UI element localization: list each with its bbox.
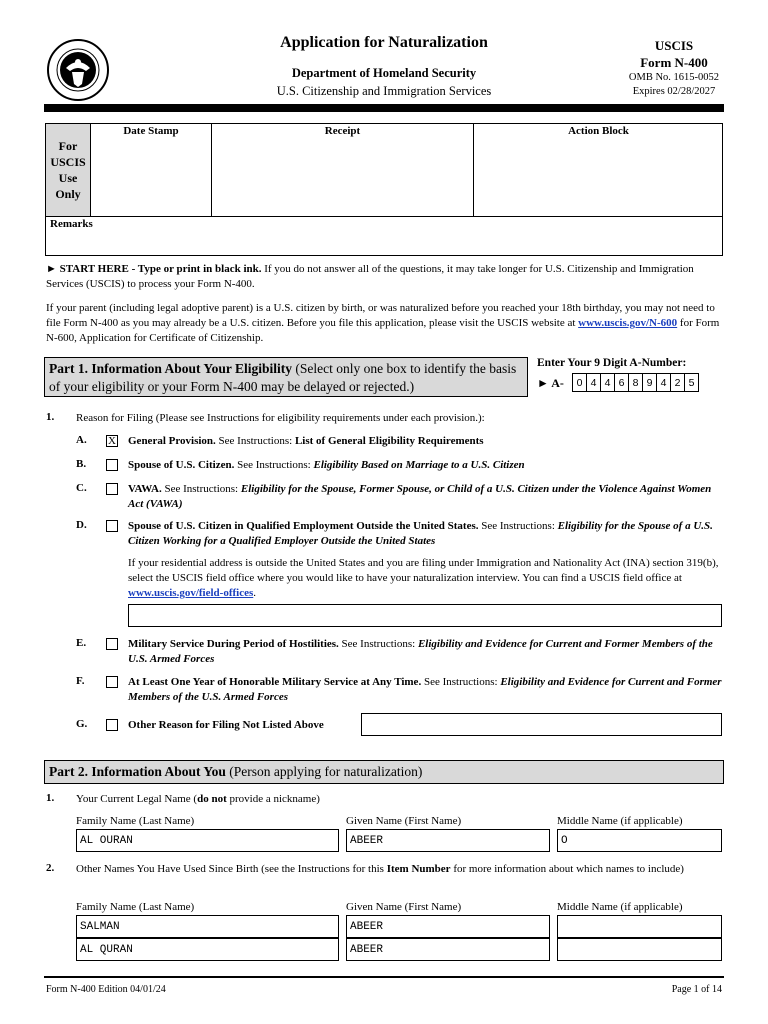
- family-name-label: Family Name (Last Name): [76, 815, 195, 827]
- anumber-digit[interactable]: 9: [642, 373, 657, 392]
- other-middle-name-input[interactable]: [557, 915, 722, 938]
- part1-heading: Part 1. Information About Your Eligibility (Select only one box to identify the basis of your eligibility or your Form N-400 may be delayed or rejected.): [44, 357, 528, 397]
- anumber-field[interactable]: [573, 373, 699, 392]
- other-reason-checkbox[interactable]: [106, 719, 118, 731]
- anumber-digit[interactable]: 2: [670, 373, 685, 392]
- part1-q1-text: Reason for Filing (Please see Instructions for eligibility requirements under each provision.):: [76, 412, 485, 424]
- option-letter: E.: [76, 637, 87, 649]
- remarks-divider: [46, 216, 722, 217]
- family-name-label: Family Name (Last Name): [76, 901, 195, 913]
- general-provision-checkbox[interactable]: X: [106, 435, 118, 447]
- form-edition: Form N-400 Edition 04/01/24: [46, 984, 166, 995]
- field-offices-link[interactable]: www.uscis.gov/field-offices: [128, 587, 254, 599]
- other-given-name-input[interactable]: ABEER: [346, 938, 550, 961]
- uscis-use-only-box: [45, 123, 723, 256]
- date-stamp-header: Date Stamp: [123, 125, 179, 137]
- field-office-note: If your residential address is outside the United States and you are filing under Immigration and Nationality Act (INA) section 319(b), select the USCIS field office where you would like to have your naturalization interview. You can find a USCIS field office at www.uscis.gov/field-offices.: [128, 557, 719, 599]
- option-c-text: VAWA. See Instructions: Eligibility for the Spouse, Former Spouse, or Child of a U.S. Citizen under the Violence Against Women Act (VAWA): [128, 483, 712, 510]
- header-divider: [44, 104, 724, 112]
- option-letter: A.: [76, 434, 87, 446]
- middle-name-input[interactable]: O: [557, 829, 722, 852]
- option-e-text: Military Service During Period of Hostilities. See Instructions: Eligibility and Evidence for Current and Former Members of the U.S. Armed Forces: [128, 638, 713, 665]
- receipt-header: Receipt: [324, 125, 361, 137]
- given-name-label: Given Name (First Name): [346, 901, 462, 913]
- option-letter: F.: [76, 675, 85, 687]
- anumber-digit[interactable]: 6: [614, 373, 629, 392]
- column-divider: [211, 124, 212, 216]
- department-name: Department of Homeland Security: [291, 66, 477, 80]
- for-uscis-use-only-label: For USCIS Use Only: [46, 124, 91, 216]
- anumber-prefix: ► A-: [537, 376, 564, 390]
- field-office-input[interactable]: [128, 604, 722, 627]
- given-name-label: Given Name (First Name): [346, 815, 462, 827]
- part2-q2-number: 2.: [46, 862, 55, 874]
- anumber-digit[interactable]: 0: [572, 373, 587, 392]
- anumber-label: Enter Your 9 Digit A-Number:: [537, 357, 687, 369]
- vawa-checkbox[interactable]: [106, 483, 118, 495]
- other-middle-name-input[interactable]: [557, 938, 722, 961]
- form-title: Application for Naturalization: [280, 34, 488, 51]
- anumber-digit[interactable]: 5: [684, 373, 699, 392]
- part1-q1-number: 1.: [46, 411, 55, 423]
- middle-name-label: Middle Name (if applicable): [557, 815, 683, 827]
- given-name-input[interactable]: ABEER: [346, 829, 550, 852]
- option-letter: B.: [76, 458, 87, 470]
- option-b-text: Spouse of U.S. Citizen. See Instructions: Eligibility Based on Marriage to a U.S. Citizen: [128, 459, 525, 471]
- other-reason-input[interactable]: [361, 713, 722, 736]
- parent-citizen-paragraph: If your parent (including legal adoptive parent) is a U.S. citizen by birth, or was naturalized before you reached your 18th birthday, you may not need to file Form N-400 as you may already be a U.S. citizen. Before you file this application, please visit the USCIS website at www.uscis.gov/N-600 for Form N-600, Application for Certificate of Citizenship.: [46, 302, 720, 344]
- spouse-checkbox[interactable]: [106, 459, 118, 471]
- military-hostilities-checkbox[interactable]: [106, 638, 118, 650]
- part2-q1-text: Your Current Legal Name (do not provide a nickname): [76, 793, 320, 805]
- option-a-text: General Provision. See Instructions: List of General Eligibility Requirements: [128, 435, 484, 447]
- family-name-input[interactable]: AL OURAN: [76, 829, 339, 852]
- option-f-text: At Least One Year of Honorable Military Service at Any Time. See Instructions: Eligibility and Evidence for Current and Former Members of the U.S. Armed Forces: [128, 676, 722, 703]
- qualified-employment-checkbox[interactable]: [106, 520, 118, 532]
- expiration-date: Expires 02/28/2027: [632, 86, 716, 97]
- footer-divider: [44, 976, 724, 978]
- omb-number: OMB No. 1615-0052: [628, 72, 720, 83]
- start-here-paragraph: ► START HERE - Type or print in black ink. If you do not answer all of the questions, it may take longer for U.S. Citizenship and Immigration Services (USCIS) to process your Form N-400.: [46, 263, 694, 290]
- other-given-name-input[interactable]: ABEER: [346, 915, 550, 938]
- agency-short: USCIS: [654, 38, 694, 53]
- anumber-digit[interactable]: 4: [600, 373, 615, 392]
- part2-q2-text: Other Names You Have Used Since Birth (see the Instructions for this Item Number for more information about which names to include): [76, 863, 684, 875]
- part2-heading: Part 2. Information About You (Person applying for naturalization): [44, 760, 724, 784]
- option-d-text: Spouse of U.S. Citizen in Qualified Employment Outside the United States. See Instructions: Eligibility for the Spouse of a U.S. Citizen Working for a Qualified Employer Outside the United States: [128, 520, 713, 547]
- part2-q1-number: 1.: [46, 792, 55, 804]
- anumber-digit[interactable]: 8: [628, 373, 643, 392]
- middle-name-label: Middle Name (if applicable): [557, 901, 683, 913]
- honorable-service-checkbox[interactable]: [106, 676, 118, 688]
- column-divider: [473, 124, 474, 216]
- anumber-digit[interactable]: 4: [656, 373, 671, 392]
- n600-link[interactable]: www.uscis.gov/N-600: [578, 317, 678, 329]
- remarks-label: Remarks: [50, 218, 93, 230]
- other-family-name-input[interactable]: SALMAN: [76, 915, 339, 938]
- option-g-text: Other Reason for Filing Not Listed Above: [128, 719, 324, 731]
- option-letter: C.: [76, 482, 87, 494]
- agency-name: U.S. Citizenship and Immigration Services: [276, 84, 492, 98]
- page-number: Page 1 of 14: [671, 984, 722, 995]
- option-letter: D.: [76, 519, 87, 531]
- form-number: Form N-400: [640, 55, 708, 70]
- dhs-seal-icon: [46, 38, 110, 102]
- action-block-header: Action Block: [568, 125, 629, 137]
- option-letter: G.: [76, 718, 88, 730]
- other-family-name-input[interactable]: AL QURAN: [76, 938, 339, 961]
- anumber-digit[interactable]: 4: [586, 373, 601, 392]
